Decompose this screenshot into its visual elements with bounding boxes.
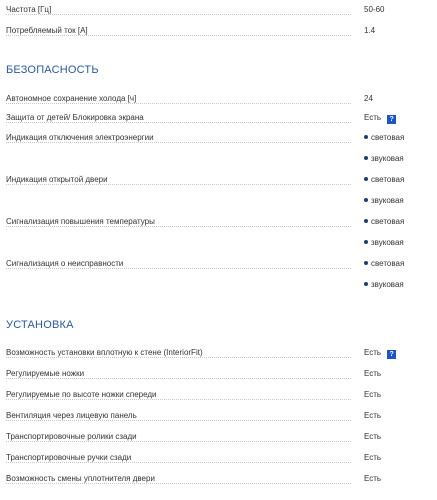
dotted-leader <box>6 420 351 421</box>
dotted-leader <box>6 378 351 379</box>
value-text: световая <box>371 259 405 268</box>
dotted-leader <box>6 14 351 15</box>
dotted-leader <box>6 268 351 269</box>
dotted-leader <box>6 399 351 400</box>
dotted-leader <box>6 103 351 104</box>
spec-label: Регулируемые по высоте ножки спереди <box>6 390 157 399</box>
spec-label: Частота [Гц] <box>6 5 52 14</box>
spec-row-interiorfit <box>0 347 437 359</box>
bullet-icon <box>364 282 368 286</box>
value-text: звуковая <box>371 238 404 247</box>
bullet-icon <box>364 177 368 181</box>
bullet-icon <box>364 240 368 244</box>
spec-value: Есть <box>364 474 382 483</box>
value-text: световая <box>371 175 405 184</box>
spec-row-front-ventilation <box>0 410 437 422</box>
spec-label: Возможность смены уплотнителя двери <box>6 474 155 483</box>
spec-label: Сигнализация о неисправности <box>6 259 124 268</box>
spec-value <box>364 347 396 359</box>
section-title-installation: УСТАНОВКА <box>6 319 74 331</box>
value-text: световая <box>371 133 405 142</box>
spec-value <box>364 153 404 165</box>
spec-value: Есть <box>364 369 382 378</box>
spec-row-front-feet <box>0 389 437 401</box>
value-text: звуковая <box>371 154 404 163</box>
dotted-leader <box>6 441 351 442</box>
spec-row-power-fail-2 <box>0 153 437 165</box>
spec-row-door-open <box>0 174 437 186</box>
spec-row-rear-rollers <box>0 431 437 443</box>
spec-label: Индикация открытой двери <box>6 175 108 184</box>
spec-row-rear-handles <box>0 452 437 464</box>
spec-row-door-open-2 <box>0 195 437 207</box>
bullet-icon <box>364 219 368 223</box>
value-text: световая <box>371 217 405 226</box>
dotted-leader <box>6 226 351 227</box>
spec-row-frequency <box>0 4 437 16</box>
spec-value: 50-60 <box>364 5 385 14</box>
spec-row-temp-alarm-2 <box>0 237 437 249</box>
spec-row-fault-alarm-2 <box>0 279 437 291</box>
help-icon[interactable]: ? <box>387 350 396 359</box>
spec-row-current <box>0 25 437 37</box>
spec-row-power-fail <box>0 132 437 144</box>
spec-value: Есть <box>364 432 382 441</box>
spec-label: Защита от детей/ Блокировка экрана <box>6 113 144 122</box>
spec-value: 24 <box>364 94 373 103</box>
spec-row-door-seal <box>0 473 437 485</box>
help-icon[interactable]: ? <box>387 115 396 124</box>
spec-label: Автономное сохранение холода [ч] <box>6 94 137 103</box>
section-title-safety: БЕЗОПАСНОСТЬ <box>6 64 99 76</box>
spec-label: Индикация отключения электроэнергии <box>6 133 154 142</box>
spec-value <box>364 216 404 228</box>
bullet-icon <box>364 261 368 265</box>
spec-value <box>364 132 404 144</box>
spec-label: Возможность установки вплотную к стене (InteriorFit) <box>6 348 203 357</box>
spec-row-autonomy <box>0 93 437 105</box>
dotted-leader <box>6 357 351 358</box>
spec-value: 1.4 <box>364 26 376 35</box>
value-text: звуковая <box>371 196 404 205</box>
spec-value: Есть <box>364 453 382 462</box>
bullet-icon <box>364 198 368 202</box>
spec-label: Транспортировочные ролики сзади <box>6 432 137 441</box>
spec-value <box>364 174 404 186</box>
spec-value: Есть <box>364 390 382 399</box>
dotted-leader <box>6 35 351 36</box>
spec-row-temp-alarm <box>0 216 437 228</box>
spec-value: Есть <box>364 411 382 420</box>
dotted-leader <box>6 142 351 143</box>
spec-row-child-lock <box>0 112 437 124</box>
spec-label: Сигнализация повышения температуры <box>6 217 155 226</box>
spec-value <box>364 237 404 249</box>
value-text: Есть <box>364 348 382 357</box>
dotted-leader <box>6 483 351 484</box>
dotted-leader <box>6 122 351 123</box>
spec-label: Транспортировочные ручки сзади <box>6 453 132 462</box>
spec-value <box>364 279 404 291</box>
spec-value <box>364 112 396 124</box>
bullet-icon <box>364 135 368 139</box>
spec-label: Регулируемые ножки <box>6 369 85 378</box>
spec-label: Вентиляция через лицевую панель <box>6 411 137 420</box>
spec-label: Потребляемый ток [A] <box>6 26 88 35</box>
spec-row-adjustable-feet <box>0 368 437 380</box>
dotted-leader <box>6 462 351 463</box>
bullet-icon <box>364 156 368 160</box>
spec-value <box>364 258 404 270</box>
value-text: звуковая <box>371 280 404 289</box>
spec-value <box>364 195 404 207</box>
spec-row-fault-alarm <box>0 258 437 270</box>
dotted-leader <box>6 184 351 185</box>
value-text: Есть <box>364 113 382 122</box>
